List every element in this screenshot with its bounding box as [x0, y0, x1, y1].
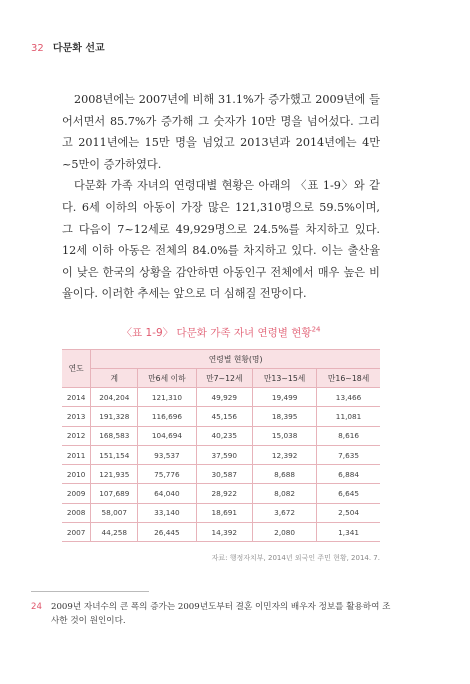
value-cell: 104,694 [138, 426, 196, 445]
value-cell: 14,392 [196, 523, 253, 542]
year-cell: 2014 [62, 388, 91, 407]
column-header: 만6세 이하 [138, 369, 196, 388]
value-cell: 6,884 [317, 465, 380, 484]
value-cell: 40,235 [196, 426, 253, 445]
table-row [62, 484, 380, 503]
column-header: 만7~12세 [196, 369, 253, 388]
value-cell: 30,587 [196, 465, 253, 484]
caption-text: 〈표 1-9〉 다문화 가족 자녀 연령별 현황 [121, 327, 312, 339]
table-caption [62, 325, 380, 340]
value-cell: 168,583 [91, 426, 138, 445]
caption-footnote-ref: 24 [311, 325, 321, 334]
footnote-number: 24 [31, 602, 42, 612]
paragraph: 2008년에는 2007년에 비해 31.1%가 증가했고 2009년에 들어서면서 85.7%가 증가해 그 숫자가 10만 명을 넘어섰다. 그리고 2011년에는 15만 명을 넘었고 2013년과 2014년에는 4만~5만이 증가하였다. [62, 93, 380, 171]
value-cell: 2,504 [317, 503, 380, 522]
value-cell: 8,616 [317, 426, 380, 445]
body-text [62, 89, 380, 305]
page-number: 32 [31, 43, 44, 54]
value-cell: 121,935 [91, 465, 138, 484]
value-cell: 2,080 [253, 523, 317, 542]
column-header: 만16~18세 [317, 369, 380, 388]
book-title: 다문화 선교 [52, 43, 105, 54]
table-row [62, 465, 380, 484]
year-cell: 2009 [62, 484, 91, 503]
table-row [62, 445, 380, 464]
table-body [62, 388, 380, 542]
value-cell: 49,929 [196, 388, 253, 407]
value-cell: 18,395 [253, 407, 317, 426]
value-cell: 18,691 [196, 503, 253, 522]
table-row [62, 503, 380, 522]
value-cell: 44,258 [91, 523, 138, 542]
year-cell: 2008 [62, 503, 91, 522]
table-row [62, 426, 380, 445]
value-cell: 7,635 [317, 445, 380, 464]
value-cell: 58,007 [91, 503, 138, 522]
table-row [62, 523, 380, 542]
value-cell: 204,204 [91, 388, 138, 407]
value-cell: 8,082 [253, 484, 317, 503]
year-cell: 2007 [62, 523, 91, 542]
value-cell: 121,310 [138, 388, 196, 407]
value-cell: 11,081 [317, 407, 380, 426]
footnote-text: 2009년 자녀수의 큰 폭의 증가는 2009년도부터 결혼 이민자의 배우자 정보를 활용하여 조사한 것이 원인이다. [51, 602, 391, 626]
value-cell: 8,688 [253, 465, 317, 484]
year-cell: 2012 [62, 426, 91, 445]
value-cell: 37,590 [196, 445, 253, 464]
value-cell: 13,466 [317, 388, 380, 407]
value-cell: 1,341 [317, 523, 380, 542]
column-header: 만13~15세 [253, 369, 317, 388]
value-cell: 19,499 [253, 388, 317, 407]
column-header: 계 [91, 369, 138, 388]
value-cell: 64,040 [138, 484, 196, 503]
value-cell: 26,445 [138, 523, 196, 542]
value-cell: 93,537 [138, 445, 196, 464]
value-cell: 3,672 [253, 503, 317, 522]
year-cell: 2011 [62, 445, 91, 464]
value-cell: 12,392 [253, 445, 317, 464]
footnote [31, 600, 391, 628]
year-cell: 2010 [62, 465, 91, 484]
value-cell: 191,328 [91, 407, 138, 426]
year-cell: 2013 [62, 407, 91, 426]
table-source: 자료: 행정자치부, 2014년 외국인 주민 현황, 2014. 7. [211, 554, 380, 562]
group-header: 연령별 현황(명) [91, 350, 380, 369]
value-cell: 151,154 [91, 445, 138, 464]
value-cell: 33,140 [138, 503, 196, 522]
running-header [31, 39, 105, 54]
year-header: 연도 [62, 350, 91, 388]
age-distribution-table [62, 349, 380, 542]
value-cell: 116,696 [138, 407, 196, 426]
table-row [62, 407, 380, 426]
value-cell: 75,776 [138, 465, 196, 484]
value-cell: 107,689 [91, 484, 138, 503]
value-cell: 45,156 [196, 407, 253, 426]
value-cell: 6,645 [317, 484, 380, 503]
table-row [62, 388, 380, 407]
paragraph: 다문화 가족 자녀의 연령대별 현황은 아래의 〈표 1-9〉와 같다. 6세 이하의 아동이 가장 많은 121,310명으로 59.5%이며, 그 다음이 7~12세로 49,929명으로 24.5%를 차지하고 있다. 12세 이하 아동은 전체의 84.0%를 차지하고 있다. 이는 출산율이 낮은 한국의 상황을 감안하면 아동인구 전체에서 매우 높은 비율이다. 이러한 추세는 앞으로 더 심해질 전망이다. [62, 179, 380, 301]
footnote-divider [31, 591, 149, 592]
value-cell: 15,038 [253, 426, 317, 445]
value-cell: 28,922 [196, 484, 253, 503]
